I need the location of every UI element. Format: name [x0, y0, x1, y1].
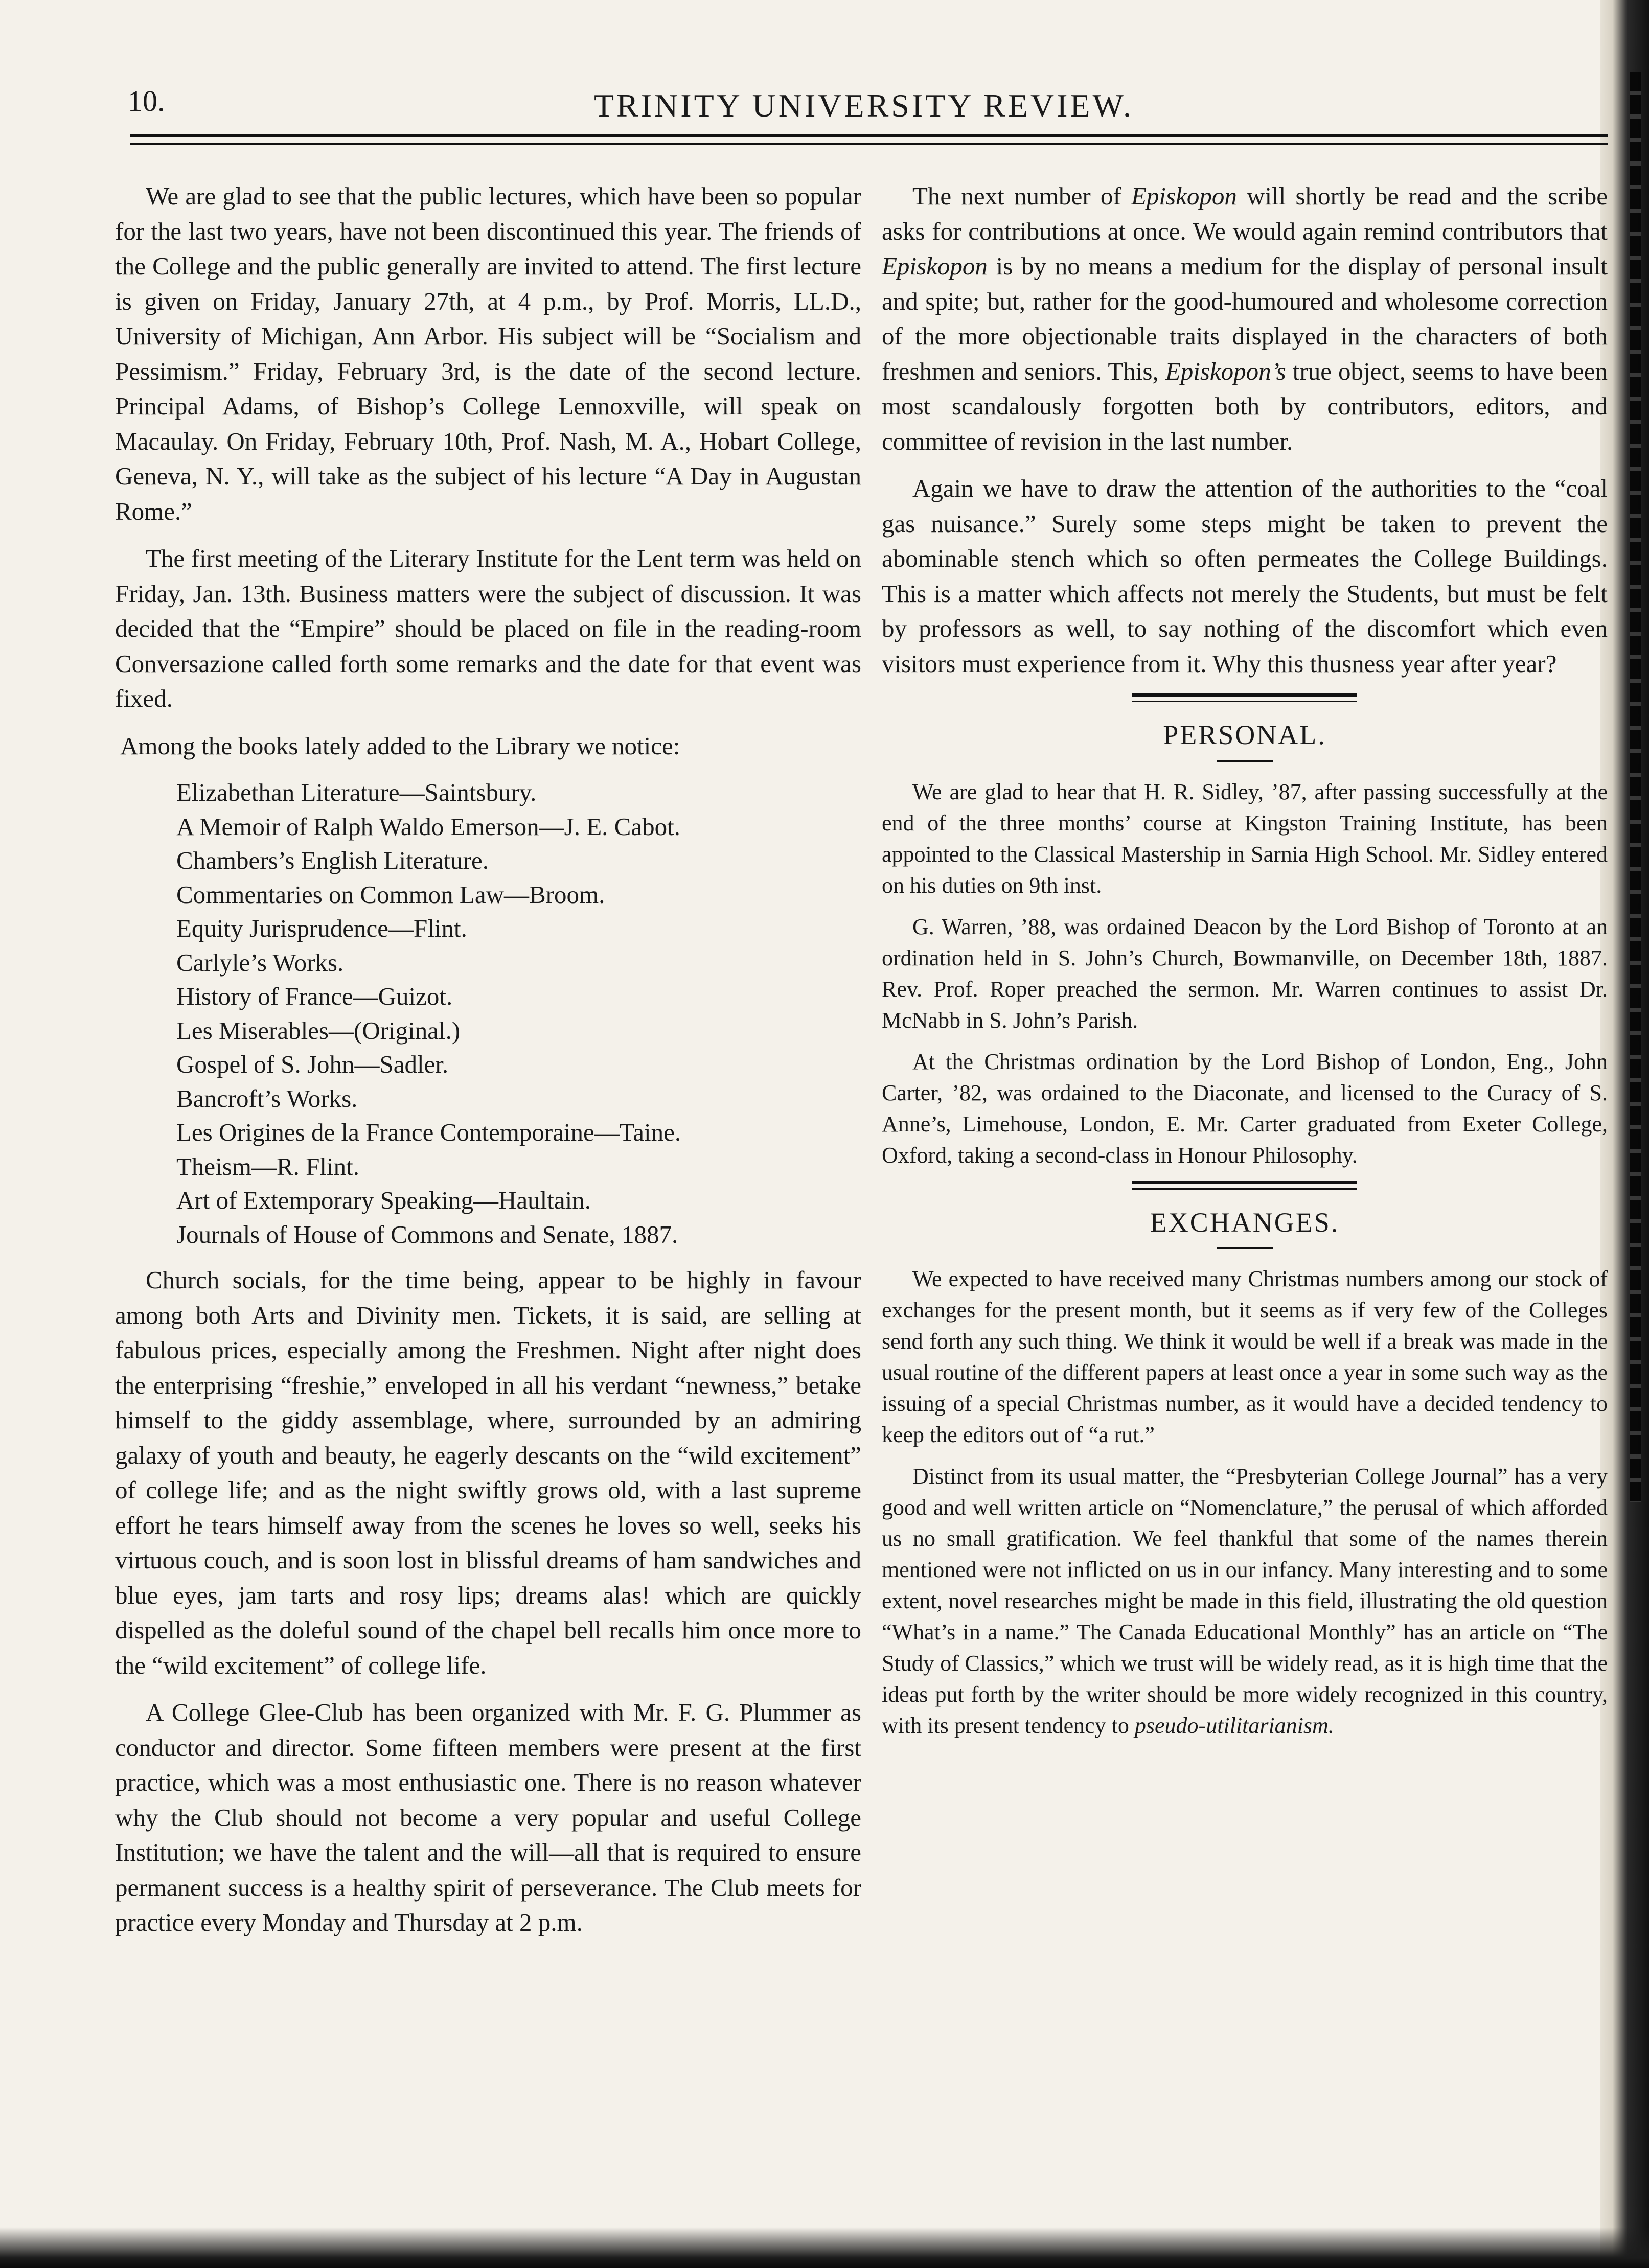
- left-column: [115, 179, 861, 1953]
- header-rule-thick: [130, 134, 1608, 137]
- episkopon-title: Episkopon’s: [1165, 357, 1286, 385]
- episkopon-title: Episkopon: [1131, 182, 1237, 210]
- library-books-intro: Among the books lately added to the Library we notice:: [120, 731, 680, 760]
- exchanges-heading: EXCHANGES.: [1150, 1207, 1340, 1238]
- page-number: 10.: [128, 84, 165, 118]
- literary-institute-paragraph: The first meeting of the Literary Institute for the Lent term was held on Friday, Jan. 13th. Business matters were the subject of discussion. It was decided that the “Empire” should be placed on file in the reading-room Conversazione called forth some remarks and the date for that event was fixed.: [115, 544, 861, 712]
- pseudo-utilitarianism-term: pseudo-utilitarianism.: [1134, 1713, 1334, 1738]
- heading-underline: [1217, 1247, 1273, 1249]
- book-item: Chambers’s English Literature.: [176, 846, 489, 874]
- book-item: A Memoir of Ralph Waldo Emerson—J. E. Cabot.: [176, 812, 680, 841]
- book-item: Bancroft’s Works.: [176, 1084, 358, 1113]
- personal-item: At the Christmas ordination by the Lord Bishop of London, Eng., John Carter, ’82, was ordained to the Diaconate, and licensed to the Curacy of S. Anne’s, Limehouse, London, E. Mr. Carter graduated from Exeter College, Oxford, taking a second-class in Honour Philosophy.: [882, 1049, 1608, 1168]
- personal-item: We are glad to hear that H. R. Sidley, ’87, after passing successfully at the end of the three months’ course at Kingston Training Institute, has been appointed to the Classical Mastership in Sarnia High School. Mr. Sidley entered on his duties on 9th inst.: [882, 779, 1608, 898]
- book-item: Commentaries on Common Law—Broom.: [176, 880, 605, 909]
- personal-item: G. Warren, ’88, was ordained Deacon by the Lord Bishop of Toronto at an ordination held in S. John’s Church, Bowmanville, on December 18th, 1887. Rev. Prof. Roper preached the sermon. Mr. Warren continues to assist Dr. McNabb in S. John’s Parish.: [882, 914, 1608, 1033]
- book-item: History of France—Guizot.: [176, 982, 453, 1010]
- episkopon-title: Episkopon: [882, 252, 988, 280]
- exchanges-item: Distinct from its usual matter, the “Presbyterian College Journal” has a very good and well written article on “Nomenclature,” the perusal of which afforded us no small gratification. We feel thankful that some of the names therein mentioned were not inflicted on us in our infancy. Many interesting and to some extent, novel researches might be made in this field, illustrating the old question “What’s in a name.” The Canada Educational Monthly” has an article on “The Study of Classics,” which we trust will be widely read, as it is high time that the ideas put forth by the writer should be more widely recognized in this country, with its present tendency to pseudo-utilitarianism.: [882, 1464, 1608, 1738]
- binding-edge: [1630, 72, 1641, 1502]
- book-item: Theism—R. Flint.: [176, 1152, 360, 1181]
- exchanges-section-heading: [882, 1181, 1608, 1249]
- library-book-list: [115, 776, 861, 1252]
- book-item: Art of Extemporary Speaking—Haultain.: [176, 1186, 591, 1214]
- running-title: TRINITY UNIVERSITY REVIEW.: [593, 87, 1134, 124]
- exchanges-section: [882, 1263, 1608, 1741]
- page-edge: [1600, 0, 1649, 2268]
- book-item: Elizabethan Literature—Saintsbury.: [176, 778, 537, 806]
- book-item: Carlyle’s Works.: [176, 948, 344, 977]
- scan-shadow: [0, 2227, 1649, 2268]
- book-item: Equity Jurisprudence—Flint.: [176, 914, 467, 942]
- book-item: Journals of House of Commons and Senate, 1887.: [176, 1220, 678, 1248]
- coal-gas-paragraph: Again we have to draw the attention of the authorities to the “coal gas nuisance.” Surely some steps might be taken to prevent the abominable stench which so often permeates the College Buildings. This is a matter which affects not merely the Students, but must be felt by professors as well, to say nothing of the discomfort which even visitors must experience from it. Why this thusness year after year?: [882, 474, 1608, 678]
- episkopon-paragraph: The next number of Episkopon will shortly be read and the scribe asks for contributions at once. We would again remind contributors that Episkopon is by no means a medium for the display of personal insult and spite; but, rather for the good-humoured and wholesome correction of the more objectionable traits displayed in the characters of both freshmen and seniors. This, Episkopon’s true object, seems to have been most scandalously forgotten both by contributors, editors, and committee of revision in the last number.: [882, 182, 1608, 455]
- personal-section: [882, 776, 1608, 1171]
- glee-club-paragraph: A College Glee-Club has been organized with Mr. F. G. Plummer as conductor and director. Some fifteen members were present at the first practice, which was a most enthusiastic one. There is no reason whatever why the Club should not become a very popular and useful College Institution; we have the talent and the will—all that is required to ensure permanent success is a healthy spirit of perseverance. The Club meets for practice every Monday and Thursday at 2 p.m.: [115, 1698, 861, 1936]
- personal-section-heading: [882, 693, 1608, 762]
- page-header: [123, 72, 1605, 133]
- section-divider: [1132, 1181, 1357, 1190]
- heading-underline: [1217, 760, 1273, 762]
- right-column: [882, 179, 1608, 1751]
- section-divider: [1132, 693, 1357, 702]
- header-rule-thin: [130, 143, 1608, 145]
- exchanges-item: We expected to have received many Christmas numbers among our stock of exchanges for the present month, but it seems as if very few of the Colleges send forth any such thing. We think it would be well if a break was made in the usual routine of the different papers at least once a year in some such way as the issuing of a special Christmas number, as it would have a decided tendency to keep the editors out of “a rut.”: [882, 1266, 1608, 1447]
- personal-heading: PERSONAL.: [1163, 720, 1326, 750]
- lectures-paragraph: We are glad to see that the public lectures, which have been so popular for the last two years, have not been discontinued this year. The friends of the College and the public generally are invited to attend. The first lecture is given on Friday, January 27th, at 4 p.m., by Prof. Morris, LL.D., University of Michigan, Ann Arbor. His subject will be “Socialism and Pessimism.” Friday, February 3rd, is the date of the second lecture. Principal Adams, of Bishop’s College Lennoxville, will speak on Macaulay. On Friday, February 10th, Prof. Nash, M. A., Hobart College, Geneva, N. Y., will take as the subject of his lecture “A Day in Augustan Rome.”: [115, 182, 861, 525]
- book-item: Gospel of S. John—Sadler.: [176, 1050, 449, 1078]
- church-socials-paragraph: Church socials, for the time being, appear to be highly in favour among both Arts and Divinity men. Tickets, it is said, are selling at fabulous prices, especially among the Freshmen. Night after night does the enterprising “freshie,” enveloped in all his verdant “newness,” betake himself to the giddy assemblage, where, surrounded by an admiring galaxy of youth and beauty, he eagerly descants on the “wild excitement” of college life; and as the night swiftly grows old, with a last supreme effort he tears himself away from the scenes he loves so well, seeks his virtuous couch, and is soon lost in blissful dreams of ham sandwiches and blue eyes, jam tarts and rosy lips; dreams alas! which are quickly dispelled as the doleful sound of the chapel bell recalls him once more to the “wild excitement” of college life.: [115, 1266, 861, 1679]
- book-item: Les Origines de la France Contemporaine—Taine.: [176, 1118, 681, 1146]
- book-item: Les Miserables—(Original.): [176, 1016, 461, 1045]
